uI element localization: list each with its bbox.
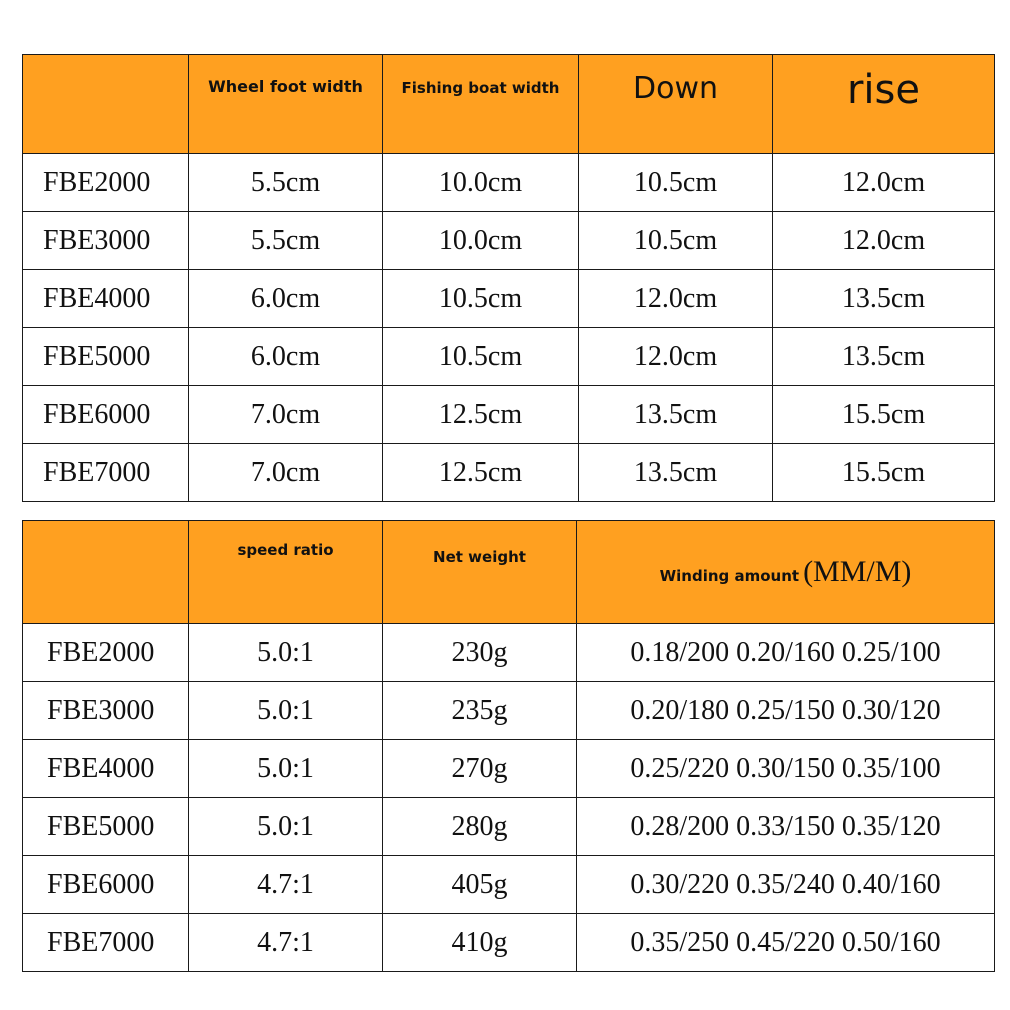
fishing-boat-width-header: Fishing boat width — [383, 55, 579, 154]
model-header — [23, 521, 189, 624]
dimensions-row — [23, 328, 995, 386]
value-cell: 0.28/200 0.33/150 0.35/120 — [577, 798, 995, 856]
value-cell: 270g — [383, 740, 577, 798]
value-cell: 10.0cm — [383, 154, 579, 212]
model-cell: FBE6000 — [23, 386, 189, 444]
specs-row — [23, 856, 995, 914]
specs-row — [23, 914, 995, 972]
value-cell: 410g — [383, 914, 577, 972]
value-cell: 230g — [383, 624, 577, 682]
winding-amount-unit: (MM/M) — [803, 555, 912, 588]
specs-row — [23, 682, 995, 740]
winding-amount-header — [577, 521, 995, 624]
value-cell: 5.5cm — [189, 154, 383, 212]
value-cell: 6.0cm — [189, 270, 383, 328]
value-cell: 10.0cm — [383, 212, 579, 270]
value-cell: 12.0cm — [579, 270, 773, 328]
model-cell: FBE3000 — [23, 212, 189, 270]
value-cell: 10.5cm — [383, 270, 579, 328]
value-cell: 5.0:1 — [189, 682, 383, 740]
value-cell: 235g — [383, 682, 577, 740]
value-cell: 10.5cm — [579, 154, 773, 212]
value-cell: 13.5cm — [579, 444, 773, 502]
value-cell: 5.0:1 — [189, 798, 383, 856]
model-cell: FBE2000 — [23, 624, 189, 682]
value-cell: 7.0cm — [189, 444, 383, 502]
dimensions-row — [23, 154, 995, 212]
dimensions-row — [23, 270, 995, 328]
model-cell: FBE7000 — [23, 914, 189, 972]
value-cell: 13.5cm — [773, 270, 995, 328]
down-header: Down — [579, 55, 773, 154]
model-cell: FBE5000 — [23, 328, 189, 386]
model-cell: FBE4000 — [23, 740, 189, 798]
value-cell: 12.0cm — [579, 328, 773, 386]
value-cell: 13.5cm — [579, 386, 773, 444]
value-cell: 10.5cm — [579, 212, 773, 270]
value-cell: 4.7:1 — [189, 914, 383, 972]
value-cell: 12.5cm — [383, 386, 579, 444]
value-cell: 0.30/220 0.35/240 0.40/160 — [577, 856, 995, 914]
specs-table — [22, 520, 995, 972]
value-cell: 7.0cm — [189, 386, 383, 444]
speed-ratio-header: speed ratio — [189, 521, 383, 624]
model-cell: FBE6000 — [23, 856, 189, 914]
specs-row — [23, 798, 995, 856]
dimensions-row — [23, 212, 995, 270]
dimensions-header-row — [23, 55, 995, 154]
value-cell: 13.5cm — [773, 328, 995, 386]
value-cell: 5.5cm — [189, 212, 383, 270]
value-cell: 15.5cm — [773, 444, 995, 502]
model-cell: FBE2000 — [23, 154, 189, 212]
value-cell: 0.20/180 0.25/150 0.30/120 — [577, 682, 995, 740]
value-cell: 0.35/250 0.45/220 0.50/160 — [577, 914, 995, 972]
model-cell: FBE5000 — [23, 798, 189, 856]
value-cell: 15.5cm — [773, 386, 995, 444]
specs-row — [23, 624, 995, 682]
model-cell: FBE3000 — [23, 682, 189, 740]
specs-header-row — [23, 521, 995, 624]
wheel-foot-width-header: Wheel foot width — [189, 55, 383, 154]
model-header — [23, 55, 189, 154]
value-cell: 0.25/220 0.30/150 0.35/100 — [577, 740, 995, 798]
dimensions-row — [23, 444, 995, 502]
net-weight-header: Net weight — [383, 521, 577, 624]
value-cell: 12.5cm — [383, 444, 579, 502]
model-cell: FBE4000 — [23, 270, 189, 328]
value-cell: 4.7:1 — [189, 856, 383, 914]
dimensions-row — [23, 386, 995, 444]
value-cell: 5.0:1 — [189, 624, 383, 682]
specs-row — [23, 740, 995, 798]
value-cell: 6.0cm — [189, 328, 383, 386]
model-cell: FBE7000 — [23, 444, 189, 502]
dimensions-table — [22, 54, 995, 502]
value-cell: 0.18/200 0.20/160 0.25/100 — [577, 624, 995, 682]
winding-amount-label: Winding amount — [659, 567, 800, 585]
value-cell: 12.0cm — [773, 212, 995, 270]
value-cell: 12.0cm — [773, 154, 995, 212]
value-cell: 5.0:1 — [189, 740, 383, 798]
value-cell: 405g — [383, 856, 577, 914]
value-cell: 280g — [383, 798, 577, 856]
value-cell: 10.5cm — [383, 328, 579, 386]
rise-header: rise — [773, 55, 995, 154]
